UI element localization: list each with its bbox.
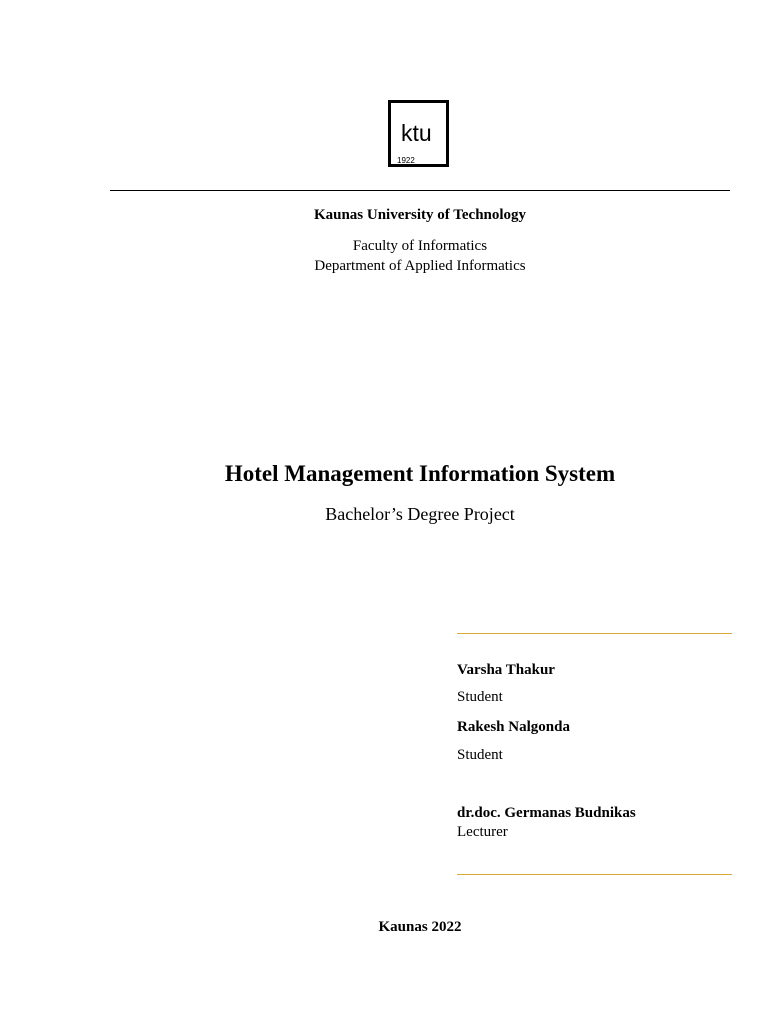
supervisor-name: dr.doc. Germanas Budnikas <box>457 805 636 821</box>
author-role-1: Student <box>457 689 503 705</box>
department-name: Department of Applied Informatics <box>314 258 526 274</box>
project-subtitle: Bachelor’s Degree Project <box>325 504 515 524</box>
authors-top-divider <box>457 633 732 634</box>
university-name: Kaunas University of Technology <box>313 207 527 223</box>
supervisor-role: Lecturer <box>457 824 508 840</box>
author-role-2: Student <box>457 747 503 763</box>
logo-wordmark: ktu <box>401 120 432 146</box>
author-name-1: Varsha Thakur <box>457 662 555 678</box>
ktu-logo <box>388 100 449 167</box>
authors-bottom-divider <box>457 874 732 875</box>
project-title: Hotel Management Information System <box>224 461 616 486</box>
author-name-2: Rakesh Nalgonda <box>457 719 570 735</box>
logo-year: 1922 <box>397 156 415 165</box>
place-and-year: Kaunas 2022 <box>378 919 462 935</box>
header-divider <box>110 190 730 191</box>
faculty-name: Faculty of Informatics <box>352 238 488 254</box>
